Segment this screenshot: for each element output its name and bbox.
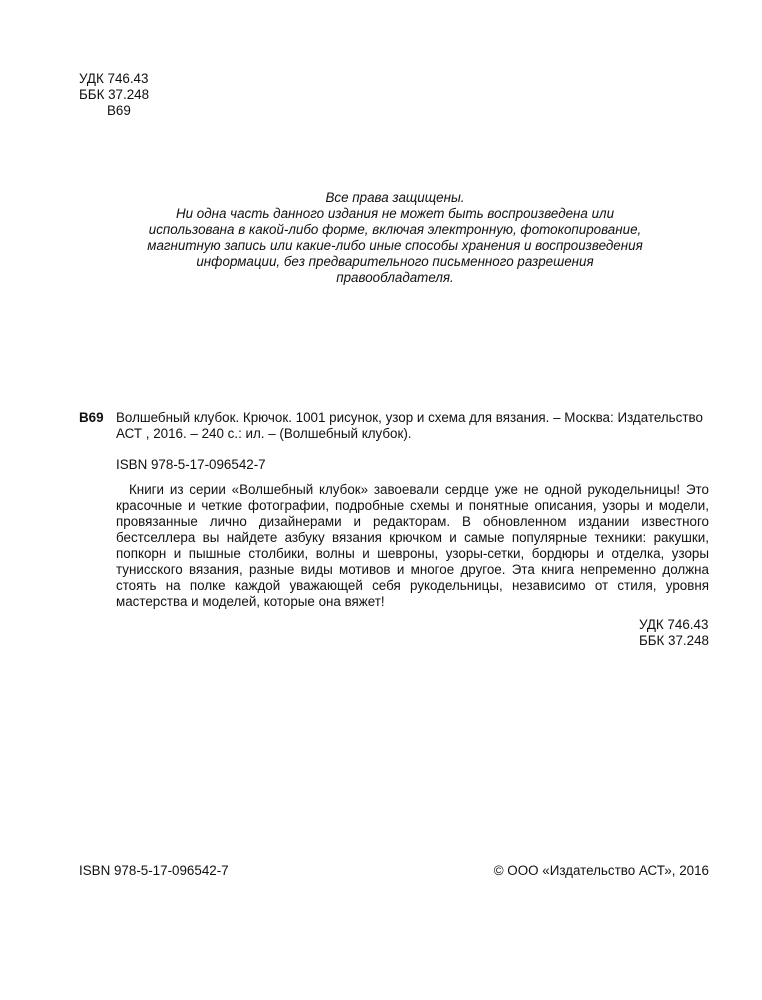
udk-code: УДК 746.43 — [79, 71, 149, 86]
annotation-line: Книги из серии «Волшебный клубок» завоевали сердце уже не одной рукодельницы! Это — [129, 482, 709, 497]
annotation-line: провязанные лично дизайнерами и редакторам. В обновленном издании известного — [116, 514, 709, 529]
bibliographic-line: Волшебный клубок. Крючок. 1001 рисунок, узор и схема для вязания. – Москва: Издательство — [116, 410, 703, 425]
isbn: ISBN 978-5-17-096542-7 — [116, 457, 266, 472]
classification-codes-top — [79, 71, 149, 119]
annotation-line: мастерства и моделей, которые она вяжет! — [116, 594, 385, 609]
bbk-code: ББК 37.248 — [79, 87, 150, 102]
annotation-line: тунисского вязания, разные виды мотивов и многое другое. Эта книга непременно должна — [116, 562, 709, 577]
rights-line: информации, без предварительного письменного разрешения — [196, 254, 594, 269]
annotation — [116, 482, 709, 610]
bibliographic-line: АСТ , 2016. – 240 с.: ил. – (Волшебный клубок). — [116, 426, 412, 441]
footer-isbn: ISBN 978-5-17-096542-7 — [79, 863, 229, 878]
udk-code: УДК 746.43 — [638, 617, 709, 632]
annotation-line: стоять на полке каждой уважающей себя рукодельницы, независимо от стиля, уровня — [116, 578, 709, 593]
annotation-line: бестселлера вы найдете азбуку вязания крючком и самые популярные техники: ракушки, — [116, 530, 709, 545]
rights-line: магнитную запись или какие-либо иные способы хранения и воспроизведения — [147, 238, 643, 253]
rights-notice — [100, 190, 690, 286]
bibliographic-title — [79, 410, 709, 442]
bibliographic-mark: В69 — [79, 410, 104, 425]
classification-codes-bottom — [639, 617, 709, 649]
rights-line: правообладателя. — [336, 270, 454, 285]
footer-copyright: © ООО «Издательство АСТ», 2016 — [493, 863, 709, 878]
rights-line: использована в какой-либо форме, включая электронную, фотокопирование, — [148, 222, 642, 237]
rights-line: Ни одна часть данного издания не может быть воспроизведена или — [175, 206, 615, 221]
rights-line: Все права защищены. — [325, 190, 465, 205]
author-mark: В69 — [107, 103, 131, 118]
annotation-line: красочные и четкие фотографии, подробные схемы и понятные описания, узоры и модели, — [116, 498, 709, 513]
bibliographic-record — [79, 410, 709, 442]
bbk-code: ББК 37.248 — [638, 633, 709, 648]
annotation-line: попкорн и пышные столбики, волны и шевроны, узоры-сетки, бордюры и отделка, узоры — [116, 546, 709, 561]
